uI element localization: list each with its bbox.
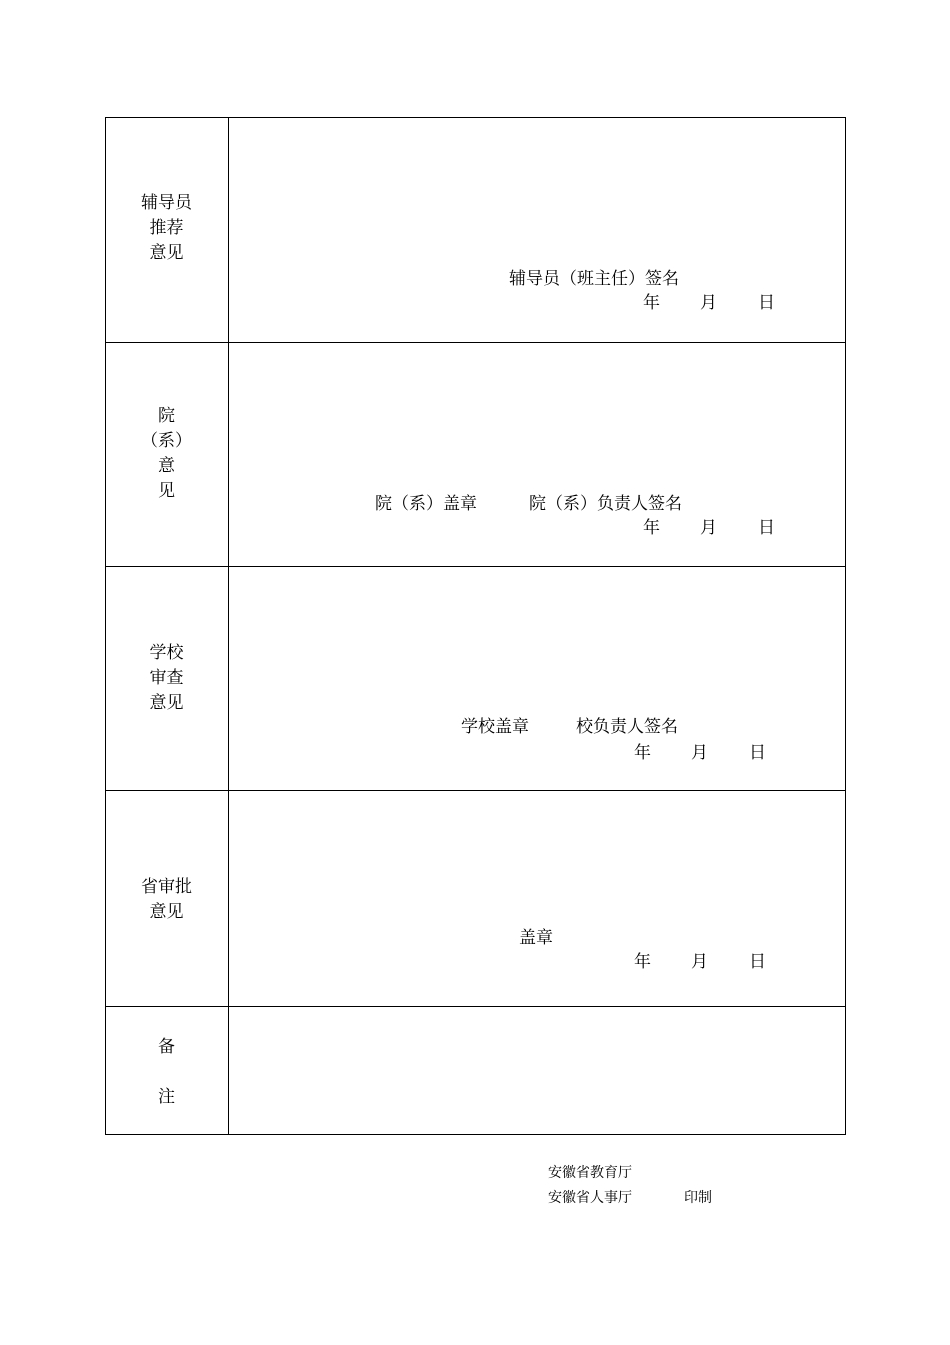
counselor-signature-label: 辅导员（班主任）签名 [509,269,679,289]
row-label-line: （系） [141,431,192,451]
row-label-line: 意见 [149,693,184,713]
counselor-recommendation-row [106,118,845,343]
date-day-label: 日 [749,743,766,763]
remarks-content-cell[interactable] [229,1007,845,1134]
row-label-line: 备 [158,1037,175,1057]
row-label-line: 辅导员 [141,193,192,213]
provincial-approval-row [106,791,845,1007]
row-label-line: 意见 [149,243,184,263]
date-day-label: 日 [758,293,775,313]
date-day-label: 日 [758,518,775,538]
row-label-cell [106,791,229,1006]
department-seal-label: 院（系）盖章 [375,494,477,514]
opinion-content-cell[interactable] [229,567,845,790]
remarks-row [106,1007,845,1134]
date-month-label: 月 [691,743,708,763]
school-review-row [106,567,845,791]
printed-label: 印制 [684,1190,712,1206]
school-seal-label: 学校盖章 [461,717,529,737]
row-label-line: 注 [158,1087,175,1107]
row-label-cell [106,1007,229,1134]
date-month-label: 月 [700,518,717,538]
date-month-label: 月 [691,952,708,972]
school-head-signature-label: 校负责人签名 [576,717,678,737]
row-label-line: 审查 [149,668,184,688]
date-day-label: 日 [749,952,766,972]
date-month-label: 月 [700,293,717,313]
row-label-line: 意见 [149,902,184,922]
row-label-line: 省审批 [141,877,192,897]
provincial-seal-label: 盖章 [519,928,553,948]
issuer-education-dept: 安徽省教育厅 [548,1165,632,1181]
opinion-content-cell[interactable] [229,791,845,1006]
date-year-label: 年 [634,952,651,972]
opinion-content-cell[interactable] [229,343,845,566]
opinion-content-cell[interactable] [229,118,845,342]
row-label-cell [106,567,229,790]
date-year-label: 年 [643,293,660,313]
row-label-line: 学校 [149,643,184,663]
issuer-personnel-dept: 安徽省人事厅 [548,1190,632,1206]
row-label-line: 见 [158,481,175,501]
date-year-label: 年 [634,743,651,763]
approval-form-table [105,117,846,1135]
row-label-line: 院 [158,406,175,426]
row-label-cell [106,343,229,566]
department-opinion-row [106,343,845,567]
row-label-cell [106,118,229,342]
department-head-signature-label: 院（系）负责人签名 [529,494,682,514]
row-label-line: 推荐 [149,218,184,238]
row-label-line: 意 [158,456,175,476]
date-year-label: 年 [643,518,660,538]
